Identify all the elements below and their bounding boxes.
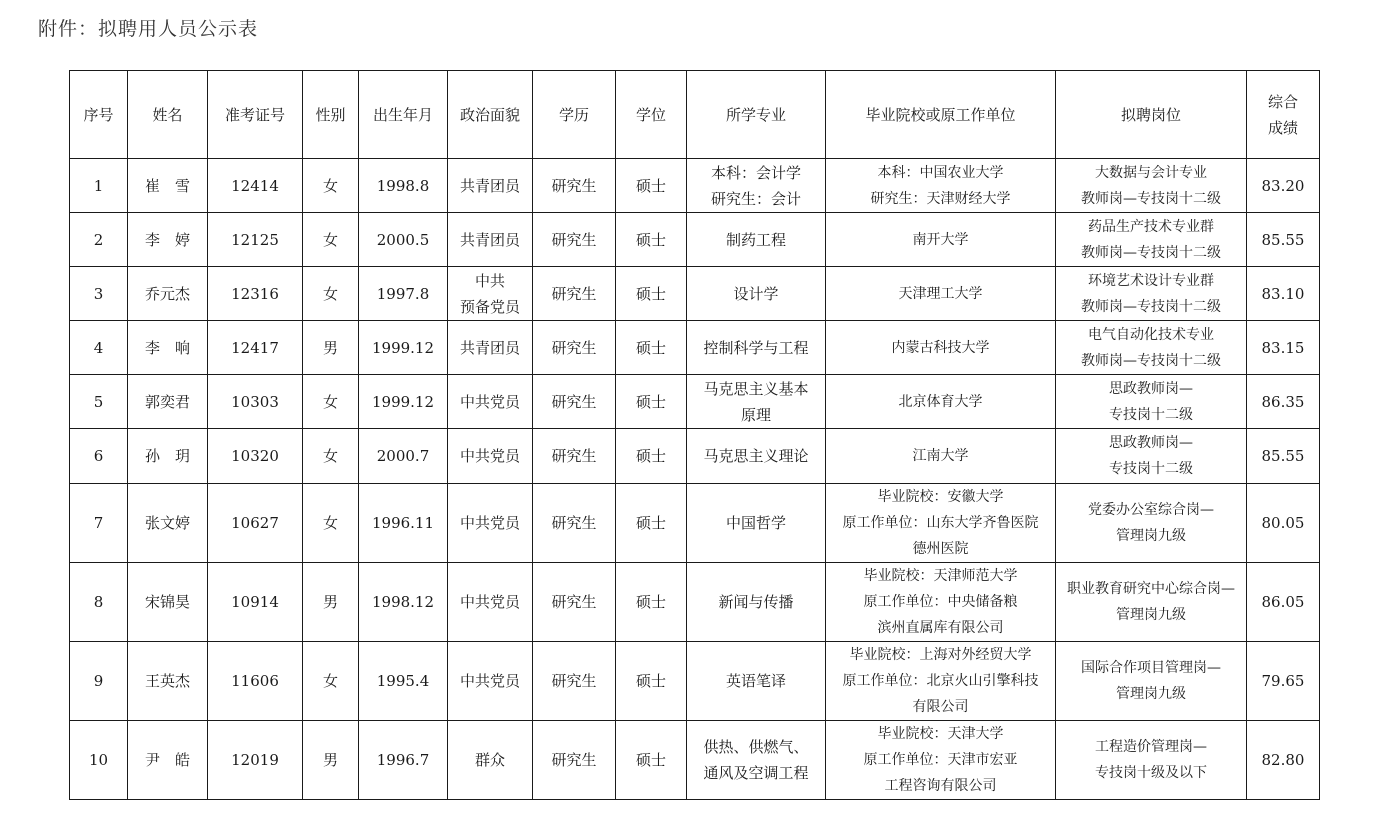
cell-score: 85.55 [1247,429,1320,484]
cell-score: 86.35 [1247,375,1320,429]
cell-education: 研究生 [533,213,616,267]
cell-gender: 女 [303,484,359,563]
cell-political: 中共党员 [448,429,533,484]
cell-name: 尹 皓 [128,721,208,800]
table-row [70,484,1320,563]
table-row [70,267,1320,321]
cell-birth: 2000.5 [359,213,448,267]
cell-score: 85.55 [1247,213,1320,267]
cell-position: 国际合作项目管理岗— 管理岗九级 [1056,642,1247,721]
cell-degree: 硕士 [616,375,687,429]
cell-political: 共青团员 [448,321,533,375]
cell-index: 10 [70,721,128,800]
cell-major: 新闻与传播 [687,563,826,642]
cell-exam-id: 12316 [208,267,303,321]
cell-score: 86.05 [1247,563,1320,642]
header-cell-gender: 性别 [303,71,359,159]
cell-gender: 女 [303,642,359,721]
header-cell-degree: 学位 [616,71,687,159]
header-cell-major: 所学专业 [687,71,826,159]
cell-index: 1 [70,159,128,213]
cell-position: 思政教师岗— 专技岗十二级 [1056,375,1247,429]
cell-major: 中国哲学 [687,484,826,563]
cell-name: 李 婷 [128,213,208,267]
cell-education: 研究生 [533,159,616,213]
cell-education: 研究生 [533,267,616,321]
cell-major: 控制科学与工程 [687,321,826,375]
candidate-table [69,70,1320,800]
cell-name: 张文婷 [128,484,208,563]
cell-score: 79.65 [1247,642,1320,721]
cell-birth: 1997.8 [359,267,448,321]
cell-education: 研究生 [533,429,616,484]
cell-position: 工程造价管理岗— 专技岗十级及以下 [1056,721,1247,800]
cell-index: 7 [70,484,128,563]
cell-name: 宋锦昊 [128,563,208,642]
cell-name: 崔 雪 [128,159,208,213]
cell-exam-id: 12019 [208,721,303,800]
cell-degree: 硕士 [616,721,687,800]
cell-school: 毕业院校：天津大学 原工作单位：天津市宏亚 工程咨询有限公司 [826,721,1056,800]
cell-gender: 女 [303,375,359,429]
cell-gender: 男 [303,321,359,375]
cell-index: 3 [70,267,128,321]
table-row [70,159,1320,213]
cell-political: 共青团员 [448,213,533,267]
cell-birth: 1999.12 [359,321,448,375]
cell-position: 党委办公室综合岗— 管理岗九级 [1056,484,1247,563]
cell-education: 研究生 [533,321,616,375]
cell-birth: 2000.7 [359,429,448,484]
table-header [70,71,1320,159]
cell-index: 8 [70,563,128,642]
cell-gender: 女 [303,429,359,484]
cell-birth: 1996.11 [359,484,448,563]
header-cell-name: 姓名 [128,71,208,159]
cell-name: 王英杰 [128,642,208,721]
cell-degree: 硕士 [616,484,687,563]
cell-exam-id: 11606 [208,642,303,721]
cell-birth: 1998.8 [359,159,448,213]
cell-major: 制药工程 [687,213,826,267]
cell-political: 中共党员 [448,563,533,642]
table-row [70,213,1320,267]
cell-name: 孙 玥 [128,429,208,484]
cell-position: 大数据与会计专业 教师岗—专技岗十二级 [1056,159,1247,213]
cell-major: 本科：会计学 研究生：会计 [687,159,826,213]
cell-birth: 1999.12 [359,375,448,429]
table-row [70,429,1320,484]
cell-gender: 男 [303,721,359,800]
cell-degree: 硕士 [616,321,687,375]
cell-degree: 硕士 [616,267,687,321]
cell-position: 药品生产技术专业群 教师岗—专技岗十二级 [1056,213,1247,267]
header-cell-position: 拟聘岗位 [1056,71,1247,159]
header-cell-education: 学历 [533,71,616,159]
cell-school: 毕业院校：天津师范大学 原工作单位：中央储备粮 滨州直属库有限公司 [826,563,1056,642]
cell-score: 80.05 [1247,484,1320,563]
table-row [70,375,1320,429]
cell-school: 毕业院校：上海对外经贸大学 原工作单位：北京火山引擎科技 有限公司 [826,642,1056,721]
table-body [70,159,1320,800]
cell-gender: 女 [303,213,359,267]
header-cell-exam-id: 准考证号 [208,71,303,159]
cell-index: 4 [70,321,128,375]
cell-school: 北京体育大学 [826,375,1056,429]
cell-name: 郭奕君 [128,375,208,429]
cell-education: 研究生 [533,642,616,721]
cell-exam-id: 10320 [208,429,303,484]
cell-index: 9 [70,642,128,721]
cell-gender: 女 [303,159,359,213]
cell-school: 毕业院校：安徽大学 原工作单位：山东大学齐鲁医院 德州医院 [826,484,1056,563]
table-row [70,563,1320,642]
document-title: 附件：拟聘用人员公示表 [38,18,259,40]
cell-exam-id: 12414 [208,159,303,213]
cell-index: 6 [70,429,128,484]
cell-political: 中共党员 [448,375,533,429]
cell-political: 中共 预备党员 [448,267,533,321]
cell-major: 英语笔译 [687,642,826,721]
cell-school: 本科：中国农业大学 研究生：天津财经大学 [826,159,1056,213]
cell-education: 研究生 [533,563,616,642]
table-row [70,642,1320,721]
header-row [70,71,1320,159]
cell-position: 电气自动化技术专业 教师岗—专技岗十二级 [1056,321,1247,375]
cell-degree: 硕士 [616,213,687,267]
cell-name: 乔元杰 [128,267,208,321]
cell-education: 研究生 [533,375,616,429]
table-row [70,321,1320,375]
cell-index: 5 [70,375,128,429]
header-cell-school: 毕业院校或原工作单位 [826,71,1056,159]
cell-birth: 1996.7 [359,721,448,800]
cell-school: 内蒙古科技大学 [826,321,1056,375]
cell-name: 李 响 [128,321,208,375]
cell-education: 研究生 [533,721,616,800]
cell-exam-id: 12125 [208,213,303,267]
header-cell-index: 序号 [70,71,128,159]
cell-exam-id: 10627 [208,484,303,563]
cell-school: 天津理工大学 [826,267,1056,321]
cell-index: 2 [70,213,128,267]
cell-position: 职业教育研究中心综合岗— 管理岗九级 [1056,563,1247,642]
cell-gender: 男 [303,563,359,642]
cell-major: 马克思主义基本 原理 [687,375,826,429]
cell-degree: 硕士 [616,159,687,213]
cell-degree: 硕士 [616,429,687,484]
cell-political: 共青团员 [448,159,533,213]
cell-exam-id: 10303 [208,375,303,429]
table-row [70,721,1320,800]
cell-gender: 女 [303,267,359,321]
cell-score: 83.20 [1247,159,1320,213]
cell-major: 供热、供燃气、 通风及空调工程 [687,721,826,800]
cell-score: 83.10 [1247,267,1320,321]
cell-school: 南开大学 [826,213,1056,267]
cell-school: 江南大学 [826,429,1056,484]
cell-exam-id: 12417 [208,321,303,375]
cell-score: 83.15 [1247,321,1320,375]
cell-exam-id: 10914 [208,563,303,642]
cell-political: 中共党员 [448,642,533,721]
cell-position: 环境艺术设计专业群 教师岗—专技岗十二级 [1056,267,1247,321]
header-cell-score: 综合 成绩 [1247,71,1320,159]
cell-birth: 1995.4 [359,642,448,721]
cell-degree: 硕士 [616,563,687,642]
cell-major: 设计学 [687,267,826,321]
cell-birth: 1998.12 [359,563,448,642]
cell-position: 思政教师岗— 专技岗十二级 [1056,429,1247,484]
cell-political: 中共党员 [448,484,533,563]
cell-score: 82.80 [1247,721,1320,800]
header-cell-birth: 出生年月 [359,71,448,159]
cell-political: 群众 [448,721,533,800]
cell-degree: 硕士 [616,642,687,721]
header-cell-political: 政治面貌 [448,71,533,159]
cell-major: 马克思主义理论 [687,429,826,484]
cell-education: 研究生 [533,484,616,563]
